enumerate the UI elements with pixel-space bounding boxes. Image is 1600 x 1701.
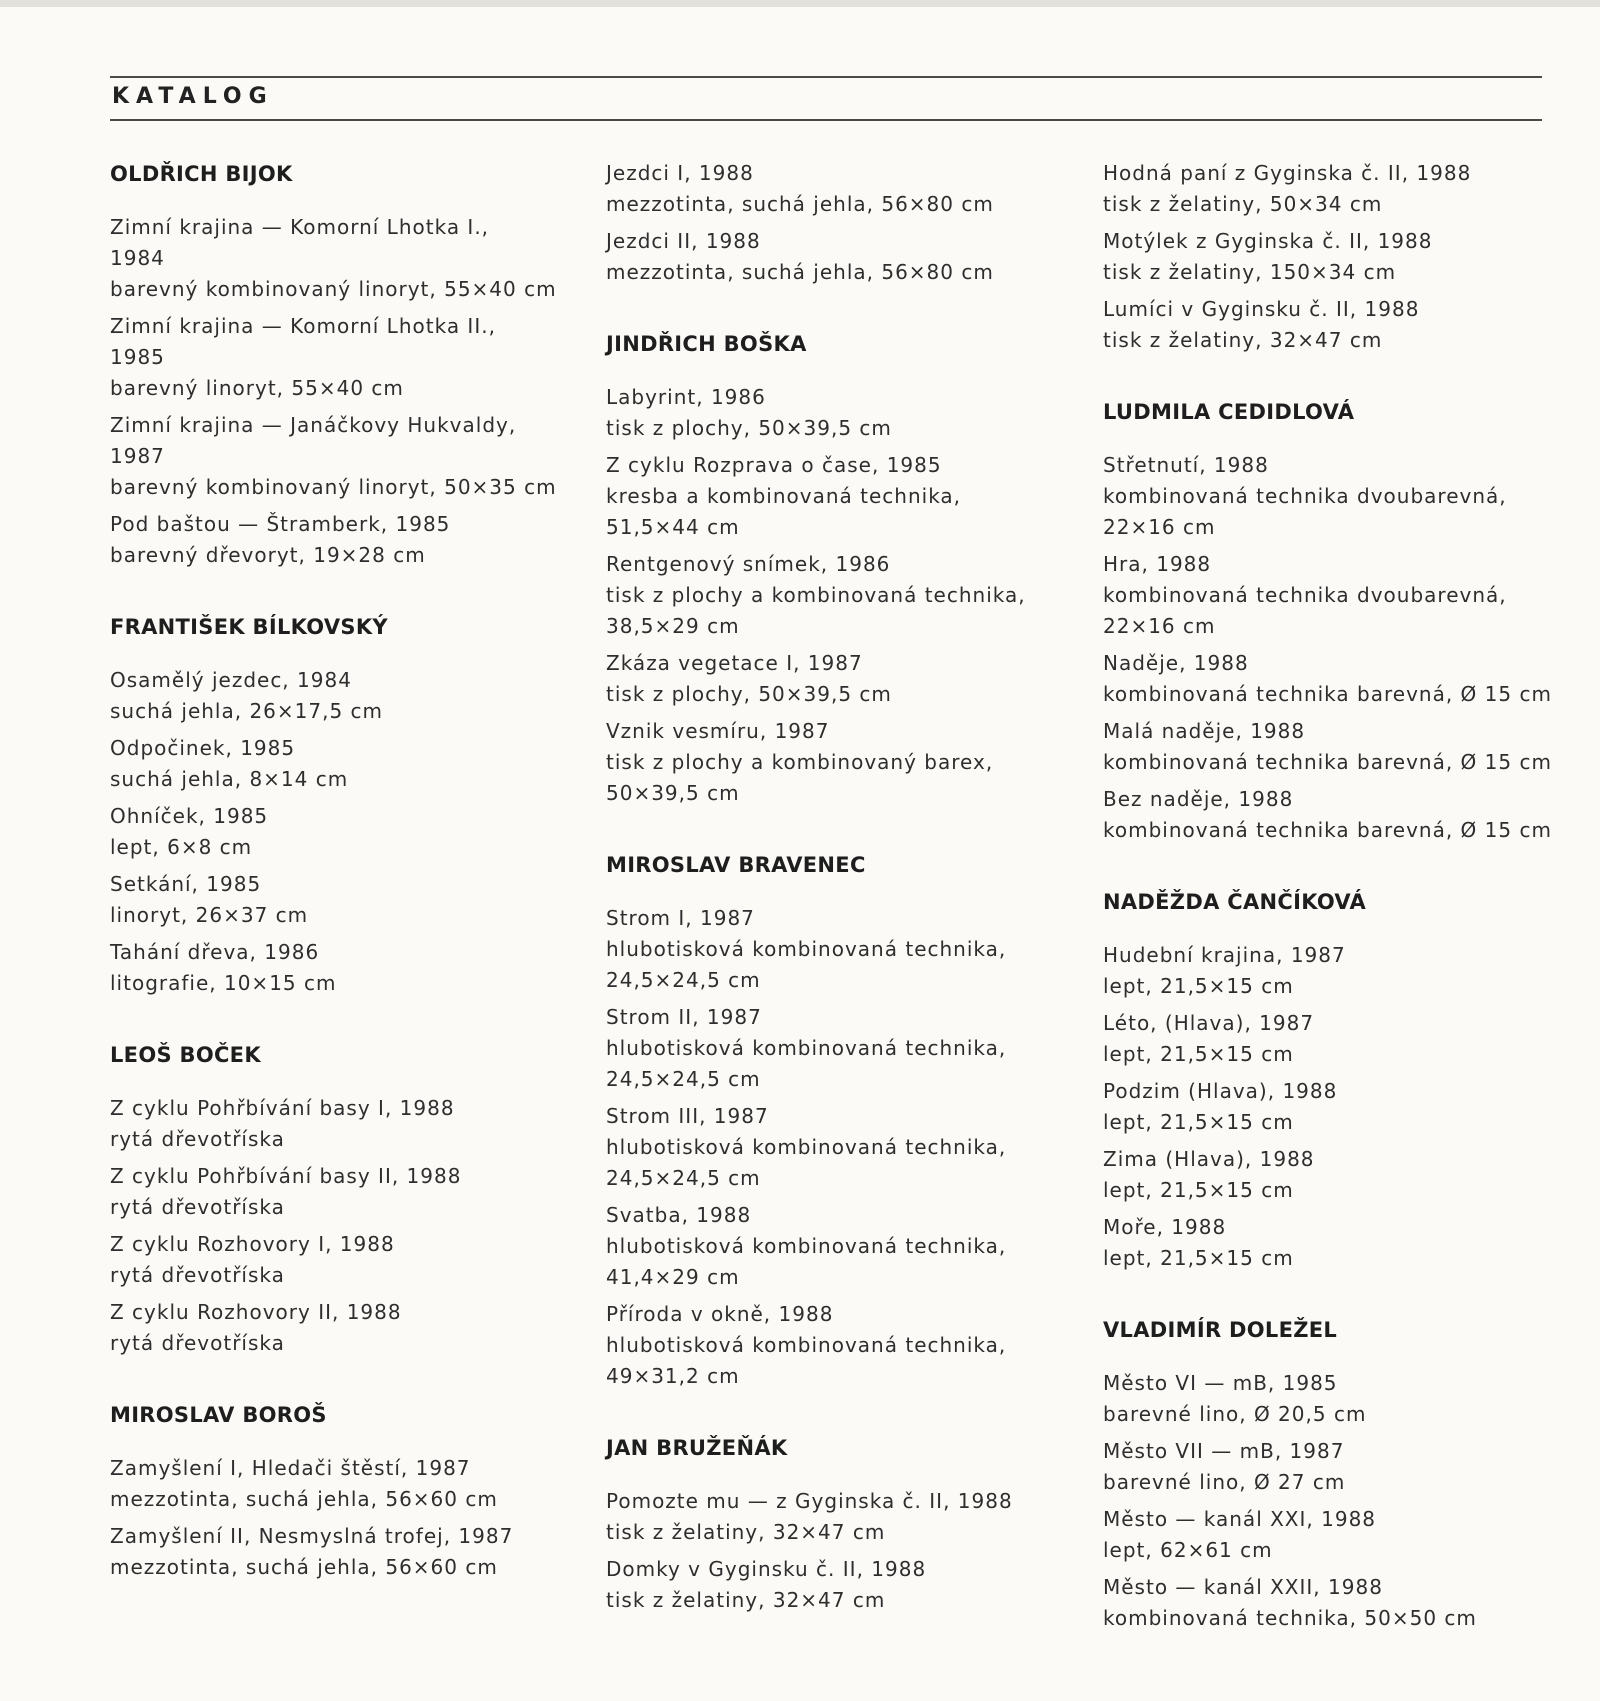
artwork-title: Z cyklu Rozhovory I, 1988 bbox=[110, 1232, 395, 1256]
artwork-title: Strom II, 1987 bbox=[606, 1005, 762, 1029]
artwork-entry bbox=[110, 509, 580, 571]
artist-block bbox=[1103, 886, 1573, 1274]
artwork-list bbox=[110, 1453, 580, 1583]
artwork-medium: suchá jehla, 26×17,5 cm bbox=[110, 699, 384, 723]
artist-name: VLADIMÍR DOLEŽEL bbox=[1103, 1318, 1338, 1342]
artwork-medium-cont: 24,5×24,5 cm bbox=[606, 968, 761, 992]
page-edge bbox=[0, 0, 1600, 7]
artwork-title: Zimní krajina — Komorní Lhotka I., bbox=[110, 215, 490, 239]
artwork-title: Ohníček, 1985 bbox=[110, 804, 269, 828]
artwork-entry bbox=[1103, 1368, 1573, 1430]
artwork-title: Pod baštou — Štramberk, 1985 bbox=[110, 512, 451, 536]
artwork-medium: rytá dřevotříska bbox=[110, 1331, 285, 1355]
artwork-entry bbox=[1103, 940, 1573, 1002]
artwork-list bbox=[606, 158, 1076, 288]
artist-name: LUDMILA CEDIDLOVÁ bbox=[1103, 400, 1355, 424]
artwork-entry bbox=[606, 226, 1076, 288]
artwork-medium-cont: 24,5×24,5 cm bbox=[606, 1166, 761, 1190]
artwork-list bbox=[1103, 940, 1573, 1274]
artwork-medium: mezzotinta, suchá jehla, 56×60 cm bbox=[110, 1555, 498, 1579]
artwork-entry bbox=[606, 382, 1076, 444]
artist-block bbox=[1103, 396, 1573, 846]
artwork-title: Jezdci II, 1988 bbox=[606, 229, 761, 253]
artwork-entry bbox=[110, 1093, 580, 1155]
artwork-entry bbox=[110, 733, 580, 795]
artwork-medium-cont: 24,5×24,5 cm bbox=[606, 1067, 761, 1091]
artist-block bbox=[1103, 1314, 1573, 1634]
artist-name: MIROSLAV BRAVENEC bbox=[606, 853, 866, 877]
artwork-entry bbox=[606, 648, 1076, 710]
artwork-title: Příroda v okně, 1988 bbox=[606, 1302, 834, 1326]
artwork-medium: tisk z plochy a kombinovaný barex, bbox=[606, 750, 994, 774]
artwork-title: Z cyklu Pohřbívání basy II, 1988 bbox=[110, 1164, 462, 1188]
artwork-list bbox=[1103, 450, 1573, 846]
artwork-title: Zamyšlení II, Nesmyslná trofej, 1987 bbox=[110, 1524, 514, 1548]
page-title: KATALOG bbox=[112, 84, 274, 109]
artwork-title: Zkáza vegetace I, 1987 bbox=[606, 651, 863, 675]
artwork-medium-cont: 50×39,5 cm bbox=[606, 781, 740, 805]
artwork-medium: kresba a kombinovaná technika, bbox=[606, 484, 962, 508]
artwork-medium-cont: 49×31,2 cm bbox=[606, 1364, 740, 1388]
artwork-list bbox=[1103, 158, 1573, 356]
artist-block bbox=[110, 158, 580, 571]
catalog-column-1 bbox=[110, 158, 580, 1623]
artwork-list bbox=[110, 665, 580, 999]
artwork-entry bbox=[606, 450, 1076, 543]
catalog-column-3 bbox=[1103, 158, 1573, 1674]
artwork-entry bbox=[110, 410, 580, 503]
artist-block bbox=[110, 1039, 580, 1359]
artwork-entry bbox=[606, 549, 1076, 642]
artwork-title: Z cyklu Rozprava o čase, 1985 bbox=[606, 453, 942, 477]
artwork-title: Střetnutí, 1988 bbox=[1103, 453, 1269, 477]
artwork-entry bbox=[110, 1453, 580, 1515]
artwork-medium: lept, 21,5×15 cm bbox=[1103, 1042, 1294, 1066]
artwork-list bbox=[1103, 1368, 1573, 1634]
artwork-entry bbox=[1103, 1144, 1573, 1206]
artwork-title: Motýlek z Gyginska č. II, 1988 bbox=[1103, 229, 1433, 253]
artwork-title: Vznik vesmíru, 1987 bbox=[606, 719, 830, 743]
artwork-title-cont: 1985 bbox=[110, 345, 165, 369]
artwork-entry bbox=[110, 665, 580, 727]
artwork-medium: barevný kombinovaný linoryt, 55×40 cm bbox=[110, 277, 557, 301]
artwork-entry bbox=[110, 311, 580, 404]
artwork-title: Podzim (Hlava), 1988 bbox=[1103, 1079, 1338, 1103]
artwork-medium: lept, 62×61 cm bbox=[1103, 1538, 1273, 1562]
artwork-medium: tisk z želatiny, 32×47 cm bbox=[606, 1520, 886, 1544]
header-rule-bottom bbox=[110, 119, 1542, 121]
artwork-medium-cont: 51,5×44 cm bbox=[606, 515, 740, 539]
artwork-title: Z cyklu Pohřbívání basy I, 1988 bbox=[110, 1096, 455, 1120]
artwork-list bbox=[110, 1093, 580, 1359]
artwork-title: Naděje, 1988 bbox=[1103, 651, 1249, 675]
artwork-entry bbox=[1103, 1572, 1573, 1634]
artist-block bbox=[110, 611, 580, 999]
artist-name: LEOŠ BOČEK bbox=[110, 1043, 261, 1067]
artist-block bbox=[606, 1432, 1076, 1616]
artwork-entry bbox=[110, 869, 580, 931]
artwork-entry bbox=[1103, 1504, 1573, 1566]
artwork-medium: rytá dřevotříska bbox=[110, 1263, 285, 1287]
artist-block bbox=[110, 1399, 580, 1583]
artwork-entry bbox=[1103, 158, 1573, 220]
artwork-medium: linoryt, 26×37 cm bbox=[110, 903, 309, 927]
artwork-title: Strom I, 1987 bbox=[606, 906, 755, 930]
artwork-entry bbox=[606, 1486, 1076, 1548]
artwork-title: Odpočinek, 1985 bbox=[110, 736, 296, 760]
artwork-entry bbox=[1103, 1212, 1573, 1274]
artist-name: FRANTIŠEK BÍLKOVSKÝ bbox=[110, 615, 388, 639]
artwork-title: Domky v Gyginsku č. II, 1988 bbox=[606, 1557, 927, 1581]
artwork-title: Léto, (Hlava), 1987 bbox=[1103, 1011, 1315, 1035]
artwork-medium: tisk z plochy a kombinovaná technika, bbox=[606, 583, 1026, 607]
artwork-title: Město — kanál XXII, 1988 bbox=[1103, 1575, 1383, 1599]
artwork-title: Město — kanál XXI, 1988 bbox=[1103, 1507, 1377, 1531]
artwork-title: Strom III, 1987 bbox=[606, 1104, 769, 1128]
artwork-medium: kombinovaná technika barevná, Ø 15 cm bbox=[1103, 750, 1552, 774]
artist-name: JAN BRUŽEŇÁK bbox=[606, 1436, 788, 1460]
artwork-medium: kombinovaná technika, 50×50 cm bbox=[1103, 1606, 1477, 1630]
artwork-medium: hlubotisková kombinovaná technika, bbox=[606, 1234, 1007, 1258]
artwork-entry bbox=[606, 158, 1076, 220]
artwork-medium: lept, 6×8 cm bbox=[110, 835, 253, 859]
artwork-medium: hlubotisková kombinovaná technika, bbox=[606, 1135, 1007, 1159]
artwork-title: Bez naděje, 1988 bbox=[1103, 787, 1294, 811]
artwork-medium: lept, 21,5×15 cm bbox=[1103, 1178, 1294, 1202]
artwork-entry bbox=[110, 1297, 580, 1359]
artwork-medium: hlubotisková kombinovaná technika, bbox=[606, 1333, 1007, 1357]
header-rule-top bbox=[110, 76, 1542, 78]
artwork-entry bbox=[110, 212, 580, 305]
artwork-title: Pomozte mu — z Gyginska č. II, 1988 bbox=[606, 1489, 1013, 1513]
artwork-entry bbox=[606, 1554, 1076, 1616]
artwork-medium: tisk z plochy, 50×39,5 cm bbox=[606, 682, 892, 706]
artwork-entry bbox=[606, 1002, 1076, 1095]
artwork-entry bbox=[606, 1101, 1076, 1194]
artwork-entry bbox=[606, 903, 1076, 996]
artist-name: NADĚŽDA ČANČÍKOVÁ bbox=[1103, 890, 1367, 914]
artwork-entry bbox=[1103, 648, 1573, 710]
artwork-title: Město VI — mB, 1985 bbox=[1103, 1371, 1338, 1395]
artwork-list bbox=[606, 903, 1076, 1392]
catalog-column-2 bbox=[606, 158, 1076, 1656]
artwork-medium: mezzotinta, suchá jehla, 56×80 cm bbox=[606, 260, 994, 284]
artwork-title: Zimní krajina — Komorní Lhotka II., bbox=[110, 314, 496, 338]
artwork-title: Tahání dřeva, 1986 bbox=[110, 940, 320, 964]
artist-name: JINDŘICH BOŠKA bbox=[606, 332, 807, 356]
artwork-medium: tisk z plochy, 50×39,5 cm bbox=[606, 416, 892, 440]
artwork-title: Svatba, 1988 bbox=[606, 1203, 752, 1227]
artwork-medium: kombinovaná technika dvoubarevná, bbox=[1103, 583, 1507, 607]
artwork-medium: barevný dřevoryt, 19×28 cm bbox=[110, 543, 426, 567]
artwork-entry bbox=[606, 1200, 1076, 1293]
artwork-title: Moře, 1988 bbox=[1103, 1215, 1227, 1239]
artwork-entry bbox=[1103, 294, 1573, 356]
artwork-medium: litografie, 10×15 cm bbox=[110, 971, 337, 995]
artwork-title: Město VII — mB, 1987 bbox=[1103, 1439, 1345, 1463]
artwork-medium: mezzotinta, suchá jehla, 56×60 cm bbox=[110, 1487, 498, 1511]
artwork-title: Jezdci I, 1988 bbox=[606, 161, 754, 185]
artwork-medium: barevný linoryt, 55×40 cm bbox=[110, 376, 404, 400]
artwork-entry bbox=[606, 716, 1076, 809]
artwork-title-cont: 1984 bbox=[110, 246, 165, 270]
artwork-medium-cont: 22×16 cm bbox=[1103, 614, 1216, 638]
artist-block bbox=[606, 849, 1076, 1392]
artwork-entry bbox=[110, 1161, 580, 1223]
artwork-title: Hodná paní z Gyginska č. II, 1988 bbox=[1103, 161, 1472, 185]
artwork-title: Zima (Hlava), 1988 bbox=[1103, 1147, 1315, 1171]
artwork-medium: rytá dřevotříska bbox=[110, 1127, 285, 1151]
artwork-entry bbox=[110, 801, 580, 863]
artwork-medium: tisk z želatiny, 50×34 cm bbox=[1103, 192, 1383, 216]
artwork-title: Z cyklu Rozhovory II, 1988 bbox=[110, 1300, 402, 1324]
artwork-entry bbox=[110, 1229, 580, 1291]
artwork-entry bbox=[1103, 1008, 1573, 1070]
artwork-medium-cont: 41,4×29 cm bbox=[606, 1265, 740, 1289]
artwork-list bbox=[606, 382, 1076, 809]
artwork-title: Labyrint, 1986 bbox=[606, 385, 766, 409]
artwork-medium: barevné lino, Ø 27 cm bbox=[1103, 1470, 1346, 1494]
artwork-entry bbox=[1103, 716, 1573, 778]
artwork-list bbox=[606, 1486, 1076, 1616]
artwork-title-cont: 1987 bbox=[110, 444, 165, 468]
artwork-medium-cont: 38,5×29 cm bbox=[606, 614, 740, 638]
artwork-entry bbox=[1103, 784, 1573, 846]
artwork-medium: hlubotisková kombinovaná technika, bbox=[606, 937, 1007, 961]
artwork-medium: tisk z želatiny, 32×47 cm bbox=[606, 1588, 886, 1612]
artwork-medium: lept, 21,5×15 cm bbox=[1103, 1110, 1294, 1134]
artwork-medium: lept, 21,5×15 cm bbox=[1103, 1246, 1294, 1270]
artist-name: OLDŘICH BIJOK bbox=[110, 162, 293, 186]
artwork-medium: barevný kombinovaný linoryt, 50×35 cm bbox=[110, 475, 557, 499]
artwork-medium: kombinovaná technika dvoubarevná, bbox=[1103, 484, 1507, 508]
artwork-medium: hlubotisková kombinovaná technika, bbox=[606, 1036, 1007, 1060]
artist-block bbox=[1103, 158, 1573, 356]
artwork-medium: suchá jehla, 8×14 cm bbox=[110, 767, 349, 791]
artwork-title: Setkání, 1985 bbox=[110, 872, 262, 896]
artwork-entry bbox=[1103, 226, 1573, 288]
artwork-medium: kombinovaná technika barevná, Ø 15 cm bbox=[1103, 818, 1552, 842]
artwork-title: Hudební krajina, 1987 bbox=[1103, 943, 1346, 967]
artwork-entry bbox=[1103, 450, 1573, 543]
artwork-title: Zamyšlení I, Hledači štěstí, 1987 bbox=[110, 1456, 471, 1480]
artwork-entry bbox=[1103, 549, 1573, 642]
artwork-medium: tisk z želatiny, 150×34 cm bbox=[1103, 260, 1397, 284]
artwork-medium: barevné lino, Ø 20,5 cm bbox=[1103, 1402, 1367, 1426]
artist-name: MIROSLAV BOROŠ bbox=[110, 1403, 327, 1427]
artwork-title: Lumíci v Gyginsku č. II, 1988 bbox=[1103, 297, 1420, 321]
artwork-entry bbox=[1103, 1436, 1573, 1498]
artist-block bbox=[606, 158, 1076, 288]
artwork-entry bbox=[1103, 1076, 1573, 1138]
artwork-title: Rentgenový snímek, 1986 bbox=[606, 552, 891, 576]
artwork-medium: rytá dřevotříska bbox=[110, 1195, 285, 1219]
artwork-entry bbox=[606, 1299, 1076, 1392]
artwork-list bbox=[110, 212, 580, 571]
artwork-title: Malá naděje, 1988 bbox=[1103, 719, 1306, 743]
artwork-entry bbox=[110, 937, 580, 999]
artist-block bbox=[606, 328, 1076, 809]
artwork-medium: tisk z želatiny, 32×47 cm bbox=[1103, 328, 1383, 352]
artwork-medium: mezzotinta, suchá jehla, 56×80 cm bbox=[606, 192, 994, 216]
artwork-medium-cont: 22×16 cm bbox=[1103, 515, 1216, 539]
artwork-entry bbox=[110, 1521, 580, 1583]
artwork-title: Zimní krajina — Janáčkovy Hukvaldy, bbox=[110, 413, 517, 437]
artwork-medium: lept, 21,5×15 cm bbox=[1103, 974, 1294, 998]
artwork-title: Hra, 1988 bbox=[1103, 552, 1212, 576]
artwork-title: Osamělý jezdec, 1984 bbox=[110, 668, 352, 692]
artwork-medium: kombinovaná technika barevná, Ø 15 cm bbox=[1103, 682, 1552, 706]
